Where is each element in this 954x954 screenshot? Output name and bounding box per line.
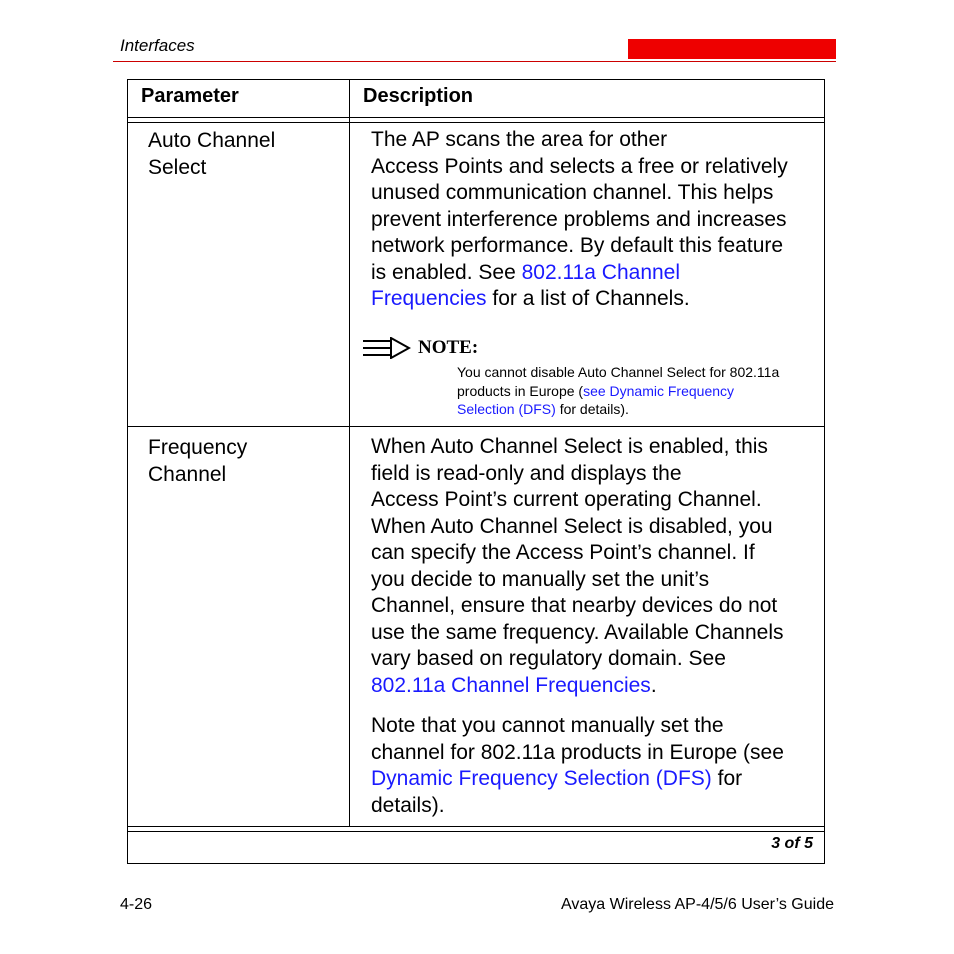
running-header-title: Interfaces <box>120 36 195 55</box>
desc-auto-channel-select: The AP scans the area for other Access Points and selects a free or relatively unused communication channel. This helps prevent interference problems and increases network performance. By default this feature is enabled. See 802.11a Channel Frequencies for a list of Channels. <box>371 128 788 310</box>
param-frequency-channel: Frequency Channel <box>148 436 248 486</box>
column-divider <box>349 80 350 826</box>
note-pointer-icon <box>363 337 411 359</box>
link-dfs-note[interactable]: see Dynamic Frequency <box>583 382 735 399</box>
row-divider <box>128 426 824 427</box>
header-divider <box>113 61 836 62</box>
column-header-parameter: Parameter <box>141 85 239 107</box>
footer-rule-2 <box>128 831 824 832</box>
link-channel-frequencies-cont[interactable]: Frequencies <box>371 287 487 310</box>
column-header-description: Description <box>363 85 474 107</box>
link-channel-frequencies-2[interactable]: 802.11a Channel Frequencies <box>371 673 651 697</box>
note-label: NOTE: <box>418 337 479 358</box>
header-rule-2 <box>128 122 824 123</box>
footer-rule-1 <box>128 826 824 827</box>
parameter-table <box>127 79 825 864</box>
desc-frequency-channel: When Auto Channel Select is enabled, this field is read-only and displays the Access Point’s current operating Channel. When Auto Channel Select is disabled, you can specify the Access Point’s channel. If you decide to manually set the unit’s Channel, ensure that nearby devices do not use the same frequency. Available Channels vary based on regulatory domain. See 802.11a Channel Frequencies. <box>371 435 784 697</box>
link-dfs[interactable]: Dynamic Frequency Selection (DFS) <box>371 767 712 790</box>
header-rule-1 <box>128 117 824 118</box>
page-number: 4-26 <box>120 896 153 913</box>
link-dfs-note-cont[interactable]: Selection (DFS) <box>457 401 556 417</box>
table-page-indicator: 3 of 5 <box>771 835 813 852</box>
note-text: You cannot disable Auto Channel Select for 802.11a products in Europe (see Dynamic Frequency Selection (DFS) for details). <box>457 364 780 417</box>
desc-frequency-channel-note: Note that you cannot manually set the channel for 802.11a products in Europe (see Dynamic Frequency Selection (DFS) for details). <box>371 714 784 817</box>
param-auto-channel-select: Auto Channel Select <box>148 129 276 179</box>
link-channel-frequencies[interactable]: 802.11a Channel <box>521 260 681 284</box>
guide-title: Avaya Wireless AP-4/5/6 User’s Guide <box>560 896 834 913</box>
header-accent-bar <box>628 39 836 59</box>
